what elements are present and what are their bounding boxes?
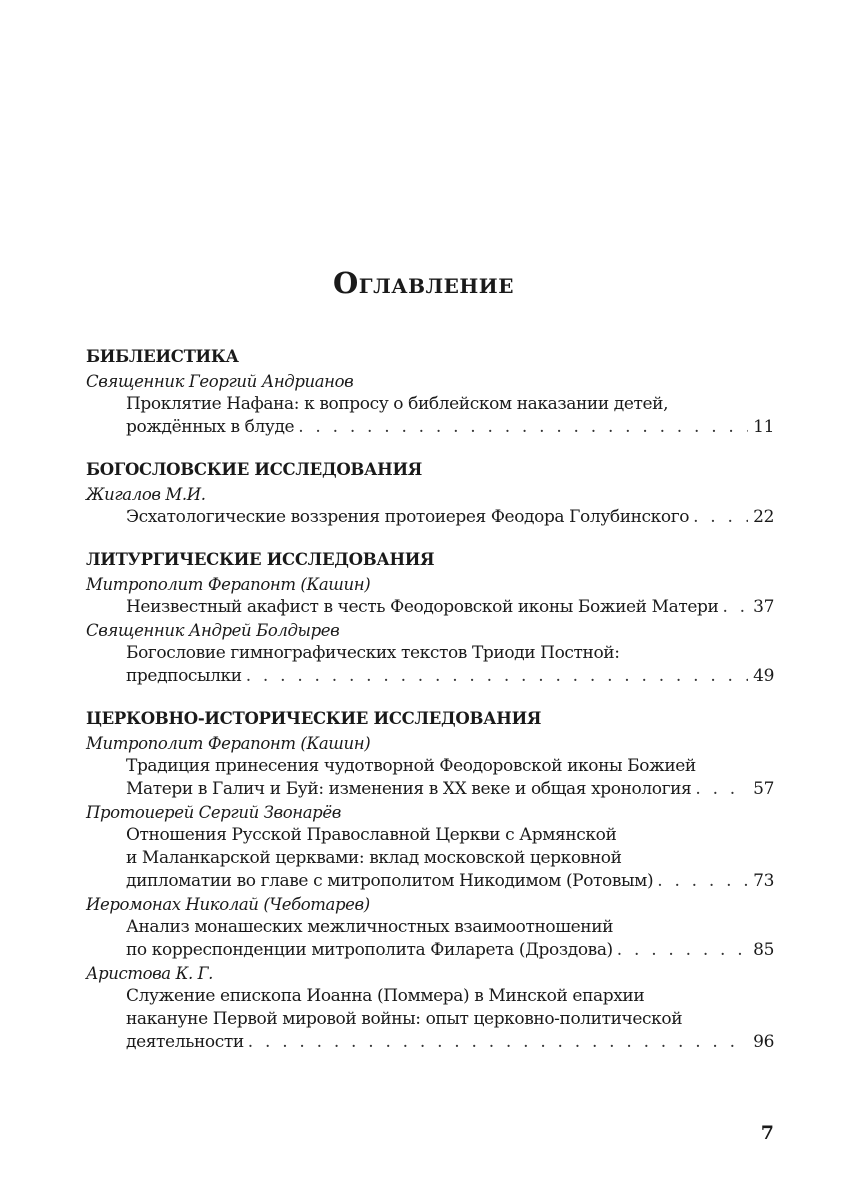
entry-title-line: Отношения Русской Православной Церкви с Армянской: [126, 825, 617, 845]
entry-page-number: 37: [753, 597, 774, 617]
entry-page-number: 57: [753, 779, 774, 799]
entry-author: Священник Андрей Болдырев: [86, 621, 340, 640]
toc-entry[interactable]: [86, 916, 774, 962]
dot-leader: [298, 416, 748, 439]
dot-leader: [617, 939, 748, 962]
entry-author: Митрополит Ферапонт (Кашин): [86, 734, 371, 753]
page-number: 7: [760, 1122, 774, 1144]
dot-leader: [693, 506, 748, 529]
toc-entry[interactable]: [86, 596, 774, 619]
entry-title-line: предпосылки: [126, 666, 242, 686]
entry-last-line: [126, 596, 774, 619]
toc-entry[interactable]: [86, 985, 774, 1054]
entry-title-line: Традиция принесения чудотворной Феодоровской иконы Божией: [126, 756, 696, 776]
dot-leader: [657, 870, 748, 893]
section-heading: БИБЛЕИСТИКА: [86, 347, 239, 366]
entry-author: Аристова К. Г.: [86, 964, 214, 983]
entry-title-line: Матери в Галич и Буй: изменения в XX веке и общая хронология: [126, 779, 692, 799]
toc-entry[interactable]: [86, 642, 774, 688]
entry-author: Жигалов М.И.: [86, 485, 206, 504]
toc-entry[interactable]: [86, 393, 774, 439]
entry-title-line: Анализ монашеских межличностных взаимоотношений: [126, 917, 614, 937]
toc-section: [86, 457, 774, 529]
entry-title-line: рождённых в блуде: [126, 417, 295, 437]
table-of-contents: [86, 344, 774, 1072]
entry-last-line: [126, 778, 774, 801]
entry-title-line: деятельности: [126, 1032, 244, 1052]
entry-page-number: 85: [753, 940, 774, 960]
toc-entry[interactable]: [86, 506, 774, 529]
entry-title-line: накануне Первой мировой войны: опыт церковно-политической: [126, 1009, 683, 1029]
toc-entry[interactable]: [86, 755, 774, 801]
entry-author: Иеромонах Николай (Чеботарев): [86, 895, 370, 914]
entry-title-line: Эсхатологические воззрения протоиерея Феодора Голубинского: [126, 507, 690, 527]
dot-leader: [246, 665, 748, 688]
entry-page-number: 73: [753, 871, 774, 891]
entry-page-number: 22: [753, 507, 774, 527]
entry-author: Митрополит Ферапонт (Кашин): [86, 575, 371, 594]
entry-page-number: 11: [753, 417, 774, 437]
section-heading: ЛИТУРГИЧЕСКИЕ ИССЛЕДОВАНИЯ: [86, 550, 435, 569]
entry-last-line: [126, 665, 774, 688]
toc-section: [86, 547, 774, 688]
entry-author: Протоиерей Сергий Звонарёв: [86, 803, 341, 822]
entry-title-line: Служение епископа Иоанна (Поммера) в Минской епархии: [126, 986, 645, 1006]
section-heading: БОГОСЛОВСКИЕ ИССЛЕДОВАНИЯ: [86, 460, 423, 479]
entry-title-line: Неизвестный акафист в честь Феодоровской иконы Божией Матери: [126, 597, 719, 617]
entry-title-line: Богословие гимнографических текстов Триоди Постной:: [126, 643, 620, 663]
entry-title-line: дипломатии во главе с митрополитом Никодимом (Ротовым): [126, 871, 654, 891]
toc-entry[interactable]: [86, 824, 774, 893]
dot-leader: [695, 778, 748, 801]
entry-last-line: [126, 939, 774, 962]
toc-section: [86, 706, 774, 1054]
entry-page-number: 49: [753, 666, 774, 686]
entry-title-line: по корреспонденции митрополита Филарета (Дроздова): [126, 940, 613, 960]
entry-title-line: Проклятие Нафана: к вопросу о библейском наказании детей,: [126, 394, 669, 414]
entry-last-line: [126, 870, 774, 893]
entry-page-number: 96: [753, 1032, 774, 1052]
dot-leader: [722, 596, 748, 619]
toc-section: [86, 344, 774, 439]
entry-last-line: [126, 506, 774, 529]
entry-last-line: [126, 416, 774, 439]
entry-title-line: и Маланкарской церквами: вклад московской церковной: [126, 848, 622, 868]
dot-leader: [248, 1031, 748, 1054]
section-heading: ЦЕРКОВНО-ИСТОРИЧЕСКИЕ ИССЛЕДОВАНИЯ: [86, 709, 542, 728]
page-title: Оглавление: [333, 266, 514, 300]
entry-author: Священник Георгий Андрианов: [86, 372, 354, 391]
entry-last-line: [126, 1031, 774, 1054]
